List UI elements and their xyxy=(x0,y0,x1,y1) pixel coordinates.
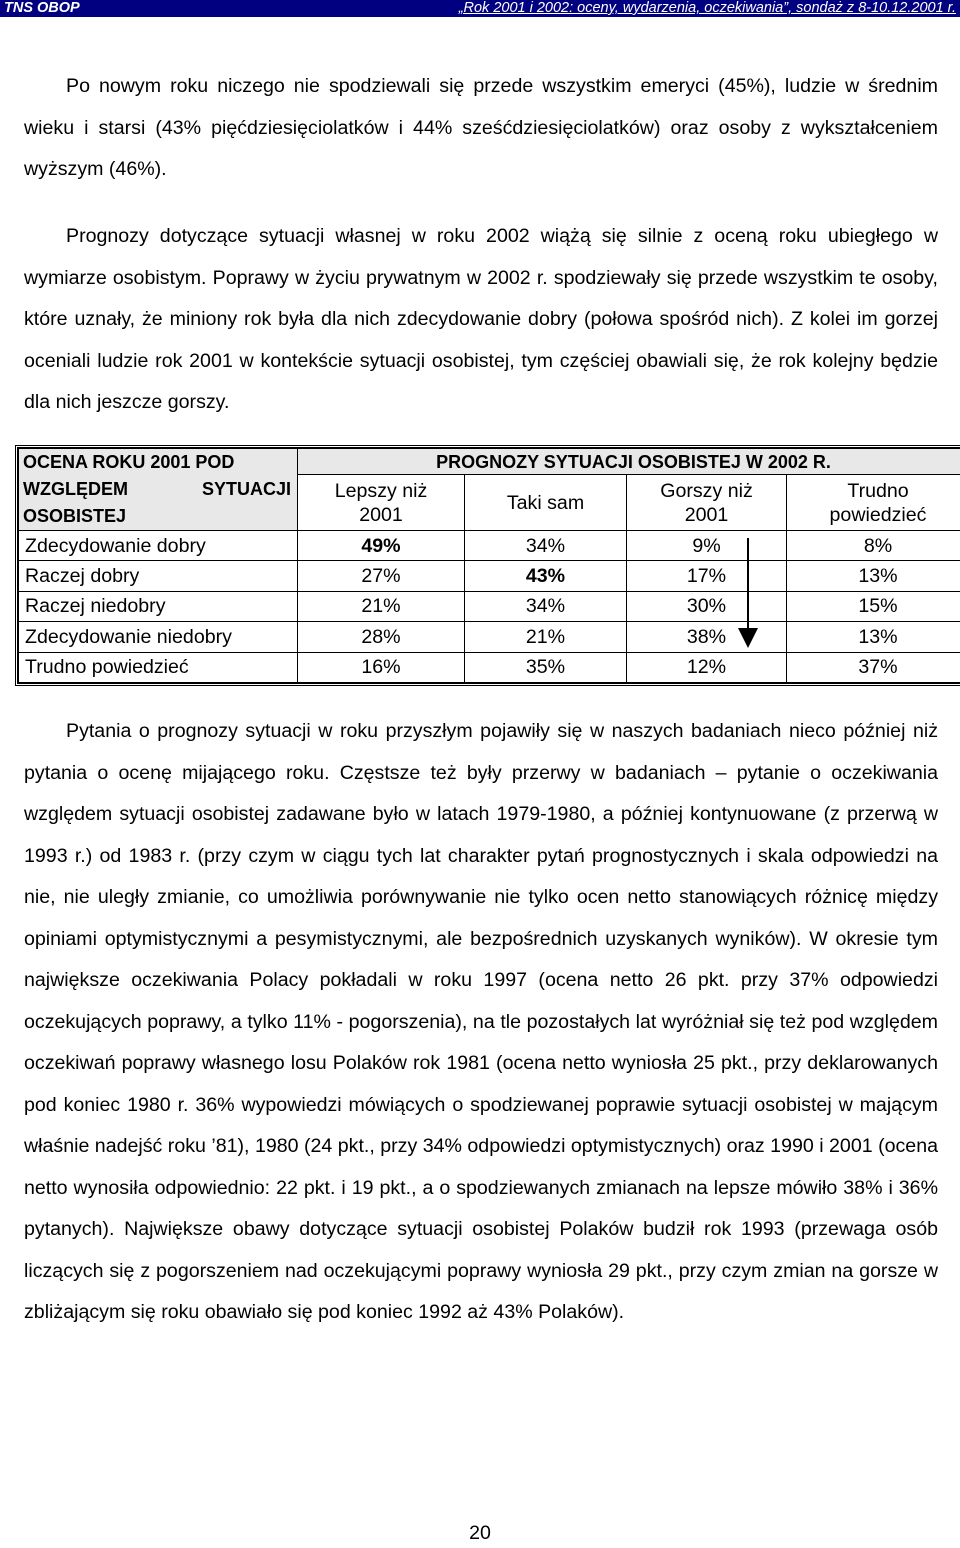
header-survey-title: „Rok 2001 i 2002: oceny, wydarzenia, oczekiwania”, sondaż z 8-10.12.2001 r. xyxy=(458,0,956,16)
table-cell: 49% xyxy=(298,531,465,561)
table-cell: 15% xyxy=(787,591,960,621)
table-cell: 21% xyxy=(465,622,627,652)
paragraph-1: Po nowym roku niczego nie spodziewali się przede wszystkim emeryci (45%), ludzie w średnim wieku i starsi (43% pięćdziesięciolatków i 44% sześćdziesięciolatków) oraz osoby z wykształceniem wyższym (46%). xyxy=(24,75,938,180)
row-label: Trudno powiedzieć xyxy=(19,652,298,682)
table-cell: 12% xyxy=(627,652,787,682)
table-cell: 43% xyxy=(465,561,627,591)
paragraph-3: Pytania o prognozy sytuacji w roku przyszłym pojawiły się w naszych badaniach nieco później niż pytania o ocenę mijającego roku. Częstsze też były przerwy w badaniach – pytanie o oczekiwania względem sytuacji osobistej zadawane było w latach 1979-1980, a później kontynuowane (z przerwą w 1993 r.) od 1983 r. (przy czym w ciągu tych lat charakter pytań prognostycznych i skala odpowiedzi na nie, nie uległy zmianie, co umożliwia porównywanie nie tylko ocen netto stanowiących różnicę między opiniami optymistycznymi a pesymistycznymi, ale bezpośrednich uzyskanych wyników). W okresie tym największe oczekiwania Polacy pokładali w roku 1997 (ocena netto 26 pkt. przy 37% odpowiedzi oczekujących poprawy, a tylko 11% - pogorszenia), na tle pozostałych lat wyróżniał się też pod względem oczekiwań poprawy własnego losu Polaków rok 1981 (ocena netto wyniosła 25 pkt., przy deklarowanych pod koniec 1980 r. 36% wypowiedzi mówiących o spodziewanej poprawie sytuacji osobistej w mającym właśnie nadejść roku ’81), 1980 (24 pkt., przy 34% odpowiedzi optymistycznych) oraz 1990 i 2001 (ocena netto wynosiła odpowiednio: 22 pkt. i 19 pkt., a o spodziewanych zmianach na lepsze mówiło 38% i 36% pytanych). Największe obawy dotyczące sytuacji osobistej Polaków budził rok 1993 (przewaga osób liczących się z pogorszeniem nad oczekującymi poprawy wyniosła 29 pkt., przy czym zmian na gorsze w zbliżającym się roku obawiało się pod koniec 1992 aż 43% Polaków). xyxy=(24,720,938,1323)
table-row xyxy=(19,591,960,621)
table-cell: 38% xyxy=(627,622,787,652)
row-label: Zdecydowanie dobry xyxy=(19,531,298,561)
row-header-line1: OCENA ROKU 2001 POD xyxy=(23,452,235,472)
col-header-better xyxy=(298,475,465,531)
page-header xyxy=(0,0,960,17)
table-cell: 13% xyxy=(787,622,960,652)
table-cell: 37% xyxy=(787,652,960,682)
table-row xyxy=(19,531,960,561)
col-header-worse-line1: Gorszy niż xyxy=(660,479,753,502)
col-header-worse xyxy=(627,475,787,531)
col-header-hard-line1: Trudno xyxy=(847,479,909,502)
row-header-line2 xyxy=(23,476,297,503)
trend-arrow-line xyxy=(747,538,749,630)
table-row xyxy=(19,652,960,682)
forecast-table-grid xyxy=(18,448,960,683)
paragraph-2: Prognozy dotyczące sytuacji własnej w roku 2002 wiążą się silnie z oceną roku ubiegłego w wymiarze osobistym. Poprawy w życiu prywatnym w 2002 r. spodziewały się przede wszystkim te osoby, które uznały, że miniony rok była dla nich zdecydowanie dobry (połowa spośród nich). Z kolei im gorzej oceniali ludzie rok 2001 w kontekście sytuacji osobistej, tym częściej obawiali się, że rok kolejny będzie dla nich jeszcze gorszy. xyxy=(24,225,938,413)
page-number: 20 xyxy=(469,1522,491,1544)
table-cell: 21% xyxy=(298,591,465,621)
col-header-hard-to-say xyxy=(787,475,960,531)
table-cell: 27% xyxy=(298,561,465,591)
table-cell: 16% xyxy=(298,652,465,682)
table-cell: 8% xyxy=(787,531,960,561)
header-org: TNS OBOP xyxy=(4,0,80,16)
col-header-hard-line2: powiedzieć xyxy=(829,503,927,526)
row-header-cell xyxy=(19,449,298,531)
table-cell: 30% xyxy=(627,591,787,621)
down-arrow-icon xyxy=(738,628,758,648)
table-row xyxy=(19,561,960,591)
col-header-same xyxy=(465,475,627,531)
col-header-worse-line2: 2001 xyxy=(684,503,729,526)
row-label: Raczej dobry xyxy=(19,561,298,591)
table-cell: 34% xyxy=(465,531,627,561)
table-cell: 17% xyxy=(627,561,787,591)
table-cell: 9% xyxy=(627,531,787,561)
group-header: PROGNOZY SYTUACJI OSOBISTEJ W 2002 R. xyxy=(298,449,960,475)
row-label: Raczej niedobry xyxy=(19,591,298,621)
table-row xyxy=(19,622,960,652)
col-header-same-line1: Taki sam xyxy=(506,491,585,514)
row-header-line3: OSOBISTEJ xyxy=(23,506,127,526)
table-cell: 13% xyxy=(787,561,960,591)
row-header-line2b: SYTUACJI xyxy=(201,479,291,499)
row-header-line2a: WZGLĘDEM xyxy=(23,479,128,499)
forecast-table xyxy=(15,445,960,686)
row-label: Zdecydowanie niedobry xyxy=(19,622,298,652)
col-header-better-line2: 2001 xyxy=(359,503,403,526)
table-cell: 28% xyxy=(298,622,465,652)
table-cell: 35% xyxy=(465,652,627,682)
col-header-better-line1: Lepszy niż xyxy=(334,479,428,502)
table-cell: 34% xyxy=(465,591,627,621)
